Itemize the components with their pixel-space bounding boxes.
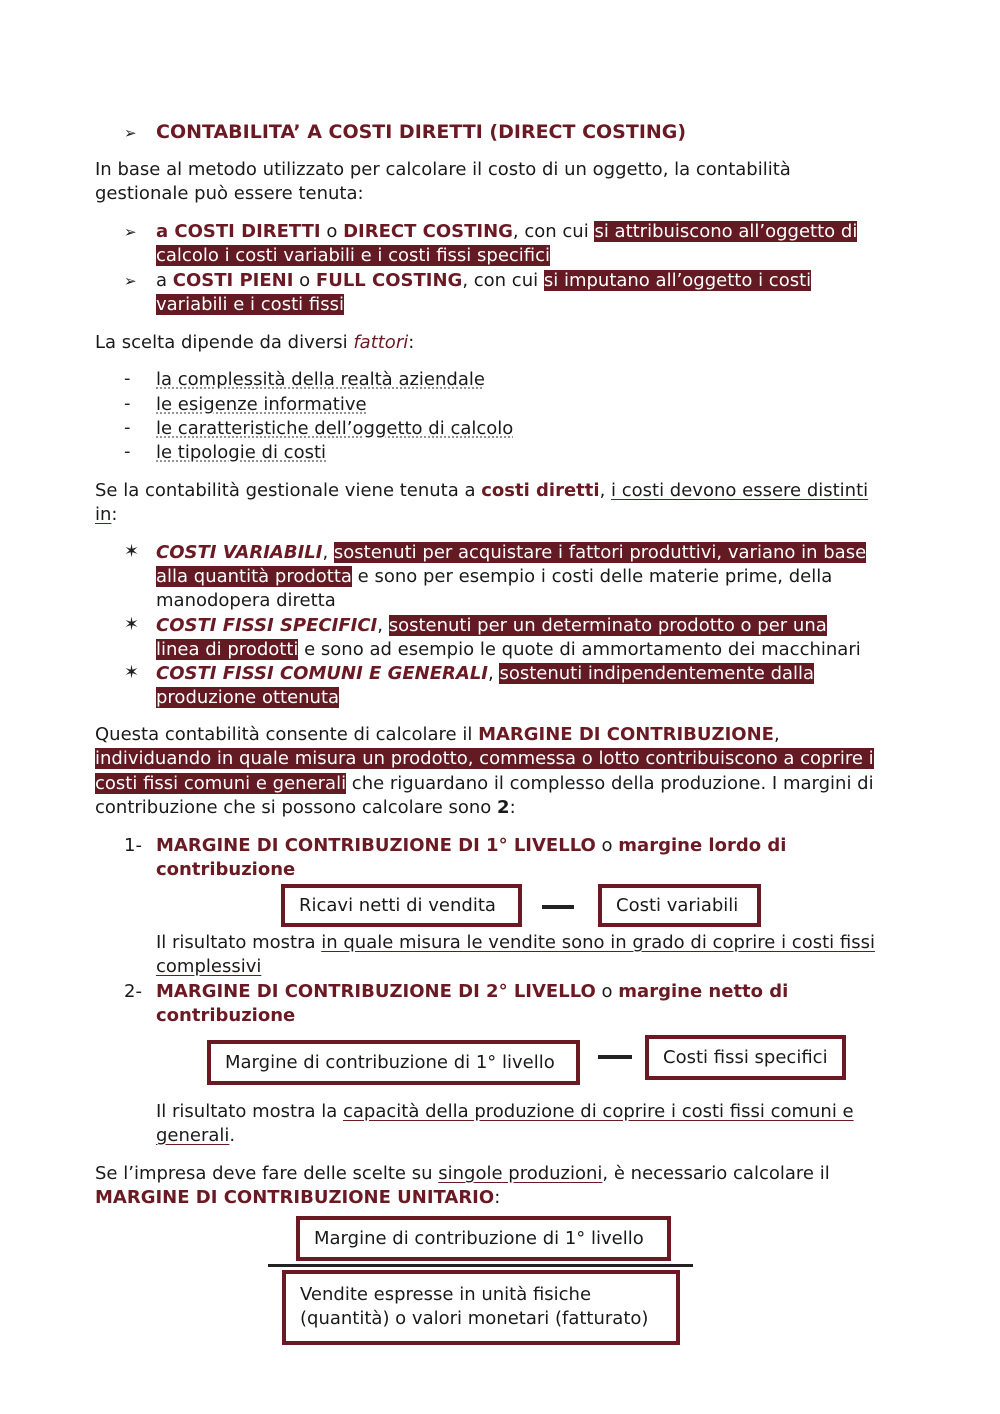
arrow-bullet-icon: ➢ bbox=[124, 124, 137, 142]
level-number: 1- bbox=[124, 835, 142, 856]
formula-box-label: Vendite espresse in unità fisiche bbox=[300, 1284, 592, 1305]
section-title: CONTABILITA’ A COSTI DIRETTI (DIRECT COSTING) bbox=[156, 121, 687, 143]
margin-intro-line-1: Questa contabilità consente di calcolare il MARGINE DI CONTRIBUZIONE, bbox=[95, 724, 780, 745]
level-1-result-line-2: complessivi bbox=[156, 956, 262, 977]
arrow-bullet-icon: ➢ bbox=[124, 223, 137, 241]
cost-type-variable-line-2: alla quantità prodotta e sono per esempio i costi delle materie prime, della bbox=[156, 566, 833, 587]
dash-bullet: - bbox=[124, 368, 131, 389]
formula-box-revenue bbox=[281, 884, 522, 927]
level-2-title-line-2: contribuzione bbox=[156, 1005, 296, 1026]
level-1-title: MARGINE DI CONTRIBUZIONE DI 1° LIVELLO o margine lordo di bbox=[156, 835, 787, 856]
direct-line-1: Se la contabilità gestionale viene tenuta a costi diretti, i costi devono essere distinti bbox=[95, 480, 869, 501]
method-full: a COSTI PIENI o FULL COSTING, con cui si imputano all’oggetto i costi bbox=[156, 270, 812, 291]
cost-type-general: COSTI FISSI COMUNI E GENERALI, sostenuti indipendentemente dalla bbox=[156, 663, 815, 684]
formula-box-label: Margine di contribuzione di 1° livello bbox=[314, 1228, 644, 1249]
formula-box-level1-margin bbox=[207, 1040, 580, 1085]
level-1-title-line-2: contribuzione bbox=[156, 859, 296, 880]
method-full-line-2: variabili e i costi fissi bbox=[156, 294, 344, 315]
level-2-title: MARGINE DI CONTRIBUZIONE DI 2° LIVELLO o margine netto di bbox=[156, 981, 789, 1002]
arrow-bullet-icon: ➢ bbox=[124, 272, 137, 290]
dash-bullet: - bbox=[124, 441, 131, 462]
formula-box-specific-fixed-costs bbox=[645, 1035, 846, 1080]
cost-type-variable: COSTI VARIABILI, sostenuti per acquistare i fattori produttivi, variano in base bbox=[156, 542, 867, 563]
level-2-result-line-2: generali. bbox=[156, 1125, 236, 1146]
margin-intro-line-2: individuando in quale misura un prodotto, commessa o lotto contribuiscono a coprire i bbox=[95, 748, 874, 769]
fraction-denominator-box bbox=[282, 1270, 680, 1345]
factor-item: le tipologie di costi bbox=[156, 442, 327, 463]
formula-box-label: Costi variabili bbox=[616, 895, 739, 916]
formula-box-label: Ricavi netti di vendita bbox=[299, 895, 496, 916]
formula-box-label: (quantità) o valori monetari (fatturato) bbox=[300, 1308, 649, 1329]
formula-box-label: Margine di contribuzione di 1° livello bbox=[225, 1052, 555, 1073]
margin-intro-line-3: costi fissi comuni e generali che riguardano il complesso della produzione. I margini di bbox=[95, 773, 874, 794]
unit-line-2: MARGINE DI CONTRIBUZIONE UNITARIO: bbox=[95, 1187, 501, 1208]
dash-bullet: - bbox=[124, 417, 131, 438]
minus-sign bbox=[598, 1055, 632, 1059]
star-bullet-icon: ✶ bbox=[124, 662, 140, 683]
cost-type-specific-line-2: linea di prodotti e sono ad esempio le quote di ammortamento dei macchinari bbox=[156, 639, 861, 660]
cost-type-general-line-2: produzione ottenuta bbox=[156, 687, 340, 708]
factor-item: le esigenze informative bbox=[156, 394, 367, 415]
star-bullet-icon: ✶ bbox=[124, 541, 140, 562]
cost-type-specific: COSTI FISSI SPECIFICI, sostenuti per un determinato prodotto o per una bbox=[156, 615, 827, 636]
method-direct: a COSTI DIRETTI o DIRECT COSTING, con cui si attribuiscono all’oggetto di bbox=[156, 221, 858, 242]
unit-line-1: Se l’impresa deve fare delle scelte su singole produzioni, è necessario calcolare il bbox=[95, 1163, 830, 1184]
factor-item: la complessità della realtà aziendale bbox=[156, 369, 485, 390]
intro-line-1: In base al metodo utilizzato per calcolare il costo di un oggetto, la contabilità bbox=[95, 159, 791, 180]
minus-sign bbox=[542, 905, 574, 909]
factor-item: le caratteristiche dell’oggetto di calcolo bbox=[156, 418, 514, 439]
margin-intro-line-4: contribuzione che si possono calcolare sono 2: bbox=[95, 797, 516, 818]
level-1-result: Il risultato mostra in quale misura le vendite sono in grado di coprire i costi fissi bbox=[156, 932, 875, 953]
factors-lead: La scelta dipende da diversi fattori: bbox=[95, 332, 415, 353]
formula-box-label: Costi fissi specifici bbox=[663, 1047, 828, 1068]
intro-line-2: gestionale può essere tenuta: bbox=[95, 183, 364, 204]
direct-line-2: in: bbox=[95, 504, 118, 525]
cost-type-variable-line-3: manodopera diretta bbox=[156, 590, 336, 611]
fraction-numerator-box bbox=[296, 1216, 671, 1261]
star-bullet-icon: ✶ bbox=[124, 614, 140, 635]
level-number: 2- bbox=[124, 981, 142, 1002]
dash-bullet: - bbox=[124, 393, 131, 414]
method-direct-line-2: calcolo i costi variabili e i costi fissi specifici bbox=[156, 245, 551, 266]
fraction-bar bbox=[268, 1264, 693, 1267]
level-2-result: Il risultato mostra la capacità della produzione di coprire i costi fissi comuni e bbox=[156, 1101, 854, 1122]
formula-box-variable-costs bbox=[598, 884, 761, 927]
